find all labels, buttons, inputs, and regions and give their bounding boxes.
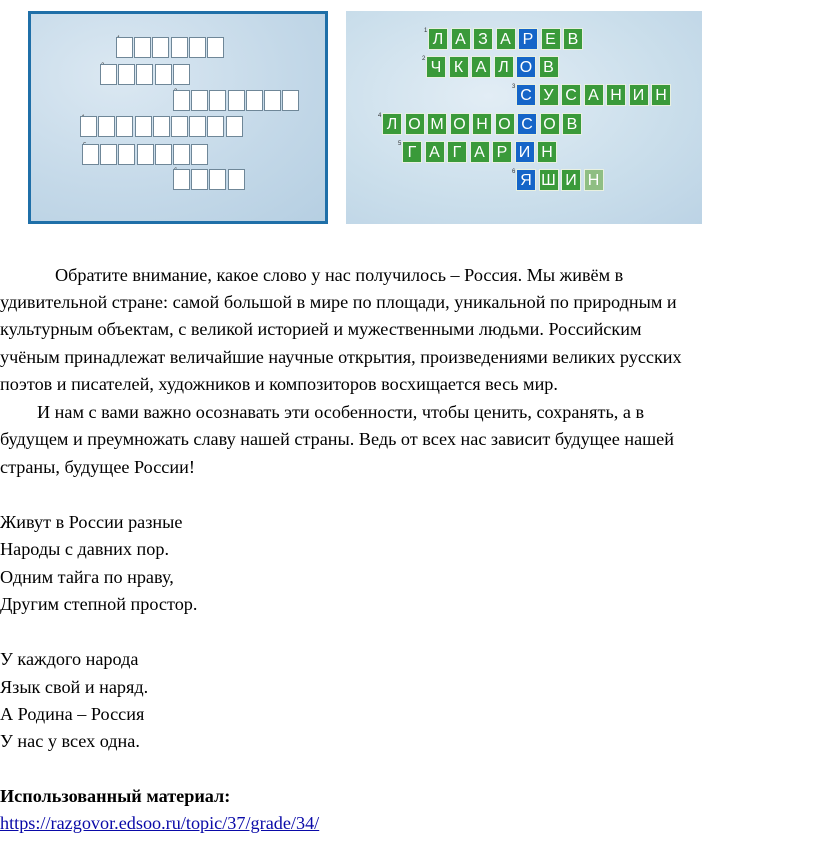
crossword-key-letter: С — [516, 84, 536, 106]
crossword-cell[interactable] — [209, 90, 226, 111]
crossword-cell[interactable] — [82, 144, 99, 165]
crossword-cell[interactable] — [209, 169, 226, 190]
crossword-cell[interactable] — [155, 64, 172, 85]
paragraph-line: страны, будущее России! — [0, 457, 195, 477]
crossword-letter: А — [470, 141, 490, 163]
paragraph-line: культурным объектам, с великой историей и мужественными людьми. Российским — [0, 319, 642, 339]
crossword-cell[interactable] — [116, 37, 133, 58]
crossword-key-letter: Р — [518, 28, 538, 50]
crossword-cell[interactable] — [189, 116, 206, 137]
crossword-letter: А — [471, 56, 491, 78]
poem-line: Живут в России разные — [0, 512, 183, 532]
crossword-letter: Н — [651, 84, 671, 106]
paragraph-line: удивительной стране: самой большой в мире по площади, уникальной по природным и — [0, 292, 677, 312]
crossword-letter: З — [473, 28, 493, 50]
crossword-cell[interactable] — [118, 64, 135, 85]
crossword-letter: Е — [541, 28, 561, 50]
crossword-letter: О — [540, 113, 560, 135]
crossword-cell[interactable] — [207, 116, 224, 137]
crossword-cell[interactable] — [226, 116, 243, 137]
crossword-cell[interactable] — [171, 116, 188, 137]
crossword-blank-image — [28, 11, 328, 224]
crossword-key-letter: О — [516, 56, 536, 78]
crossword-letter: И — [629, 84, 649, 106]
crossword-solved-image — [346, 11, 702, 224]
paragraph-line: поэтов и писателей, художников и композиторов восхищается весь мир. — [0, 374, 558, 394]
crossword-letter: А — [496, 28, 516, 50]
crossword-cell[interactable] — [116, 116, 133, 137]
crossword-cell[interactable] — [228, 169, 245, 190]
crossword-cell[interactable] — [173, 169, 190, 190]
crossword-cell[interactable] — [136, 64, 153, 85]
source-link[interactable]: https://razgovor.edsoo.ru/topic/37/grade/34/ — [0, 813, 320, 833]
crossword-letter: А — [584, 84, 604, 106]
crossword-cell[interactable] — [134, 37, 151, 58]
clue-number: 6 — [512, 169, 516, 175]
crossword-cell[interactable] — [191, 169, 208, 190]
crossword-cell[interactable] — [135, 116, 152, 137]
crossword-letter: Н — [584, 169, 604, 191]
crossword-cell[interactable] — [100, 64, 117, 85]
crossword-letter: Л — [382, 113, 402, 135]
crossword-letter: В — [563, 28, 583, 50]
crossword-cell[interactable] — [153, 116, 170, 137]
crossword-cell[interactable] — [246, 90, 263, 111]
clue-number: 5 — [398, 141, 402, 147]
paragraph-line: Обратите внимание, какое слово у нас получилось – Россия. Мы живём в — [55, 265, 624, 285]
crossword-key-letter: Я — [516, 169, 536, 191]
crossword-cell[interactable] — [173, 90, 190, 111]
paragraph-line: будущем и преумножать славу нашей страны. Ведь от всех нас зависит будущее нашей — [0, 429, 674, 449]
crossword-cell[interactable] — [189, 37, 206, 58]
poem-line: Народы с давних пор. — [0, 539, 169, 559]
poem-line: У нас у всех одна. — [0, 731, 140, 751]
poem-line: А Родина – Россия — [0, 704, 145, 724]
crossword-cell[interactable] — [118, 144, 135, 165]
poem-line: У каждого народа — [0, 649, 139, 669]
crossword-letter: О — [495, 113, 515, 135]
crossword-letter: К — [449, 56, 469, 78]
crossword-letter: М — [427, 113, 447, 135]
crossword-letter: О — [405, 113, 425, 135]
crossword-cell[interactable] — [173, 144, 190, 165]
poem-line: Язык свой и наряд. — [0, 677, 149, 697]
crossword-cell[interactable] — [155, 144, 172, 165]
crossword-letter: Н — [606, 84, 626, 106]
crossword-letter: Ш — [539, 169, 559, 191]
crossword-cell[interactable] — [98, 116, 115, 137]
crossword-letter: Ч — [426, 56, 446, 78]
paragraph-line: И нам с вами важно осознавать эти особенности, чтобы ценить, сохранять, а в — [37, 402, 645, 422]
crossword-letter: Р — [492, 141, 512, 163]
crossword-cell[interactable] — [80, 116, 97, 137]
crossword-cell[interactable] — [207, 37, 224, 58]
crossword-key-letter: И — [515, 141, 535, 163]
crossword-cell[interactable] — [191, 90, 208, 111]
crossword-letter: Н — [472, 113, 492, 135]
crossword-letter: В — [562, 113, 582, 135]
clue-number: 2 — [422, 56, 426, 62]
paragraph-line: учёным принадлежат величайшие научные открытия, произведениями великих русских — [0, 347, 682, 367]
clue-number: 1 — [424, 28, 428, 34]
clue-number: 4 — [378, 113, 382, 119]
crossword-cell[interactable] — [191, 144, 208, 165]
crossword-letter: А — [451, 28, 471, 50]
crossword-letter: С — [561, 84, 581, 106]
sources-link-line — [0, 810, 319, 837]
crossword-letter: О — [450, 113, 470, 135]
poem-line: Одним тайга по нраву, — [0, 567, 174, 587]
crossword-cell[interactable] — [137, 144, 154, 165]
crossword-cell[interactable] — [171, 37, 188, 58]
crossword-cell[interactable] — [228, 90, 245, 111]
crossword-cell[interactable] — [152, 37, 169, 58]
crossword-cell[interactable] — [100, 144, 117, 165]
crossword-cell[interactable] — [282, 90, 299, 111]
crossword-cell[interactable] — [264, 90, 281, 111]
crossword-letter: Л — [494, 56, 514, 78]
crossword-letter: Н — [537, 141, 557, 163]
crossword-letter: Л — [428, 28, 448, 50]
poem-line: Другим степной простор. — [0, 594, 198, 614]
sources-heading: Использованный материал: — [0, 786, 231, 806]
crossword-letter: Г — [402, 141, 422, 163]
crossword-letter: У — [539, 84, 559, 106]
crossword-letter: И — [561, 169, 581, 191]
crossword-letter: А — [425, 141, 445, 163]
crossword-cell[interactable] — [173, 64, 190, 85]
crossword-key-letter: С — [517, 113, 537, 135]
crossword-letter: В — [539, 56, 559, 78]
crossword-letter: Г — [447, 141, 467, 163]
clue-number: 3 — [512, 84, 516, 90]
